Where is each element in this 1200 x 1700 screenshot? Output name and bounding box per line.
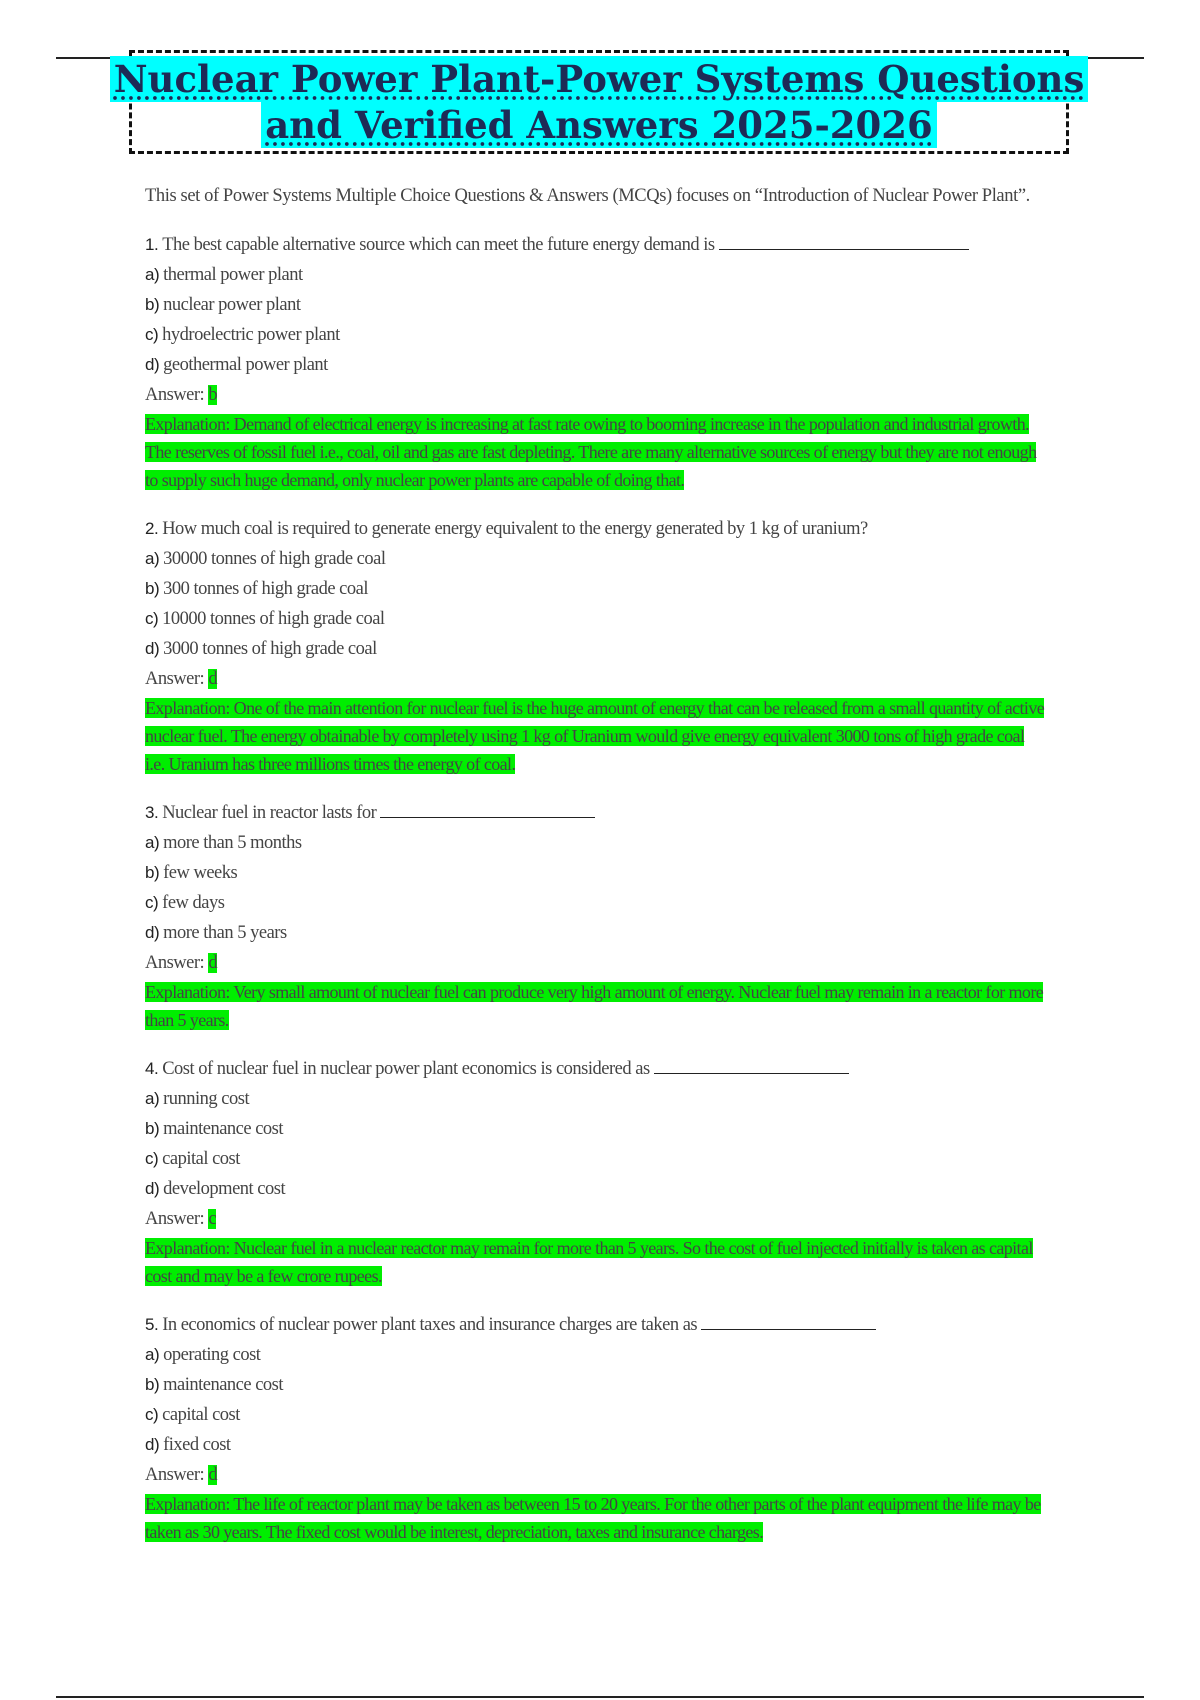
option-text: geothermal power plant <box>163 355 328 375</box>
explanation <box>145 978 1045 1034</box>
option-text: nuclear power plant <box>163 295 301 315</box>
option-letter: a) <box>145 549 160 568</box>
question-block <box>145 1054 1045 1290</box>
answer-line <box>145 948 1045 978</box>
option-text: 30000 tonnes of high grade coal <box>163 549 386 569</box>
option-item <box>145 634 1045 664</box>
answer-blank <box>701 1311 876 1330</box>
option-item <box>145 320 1045 350</box>
explanation-text: Explanation: Demand of electrical energy is increasing at fast rate owing to booming increase in the population and industrial growth. The reserves of fossil fuel i.e., coal, oil and gas are fast depleting. There are many alternative sources of energy but they are not enough to supply such huge demand, only nuclear power plants are capable of doing that. <box>145 414 1037 490</box>
answer-blank <box>380 799 595 818</box>
question-number: 1. <box>145 235 159 254</box>
answer-value: b <box>208 385 218 405</box>
option-text: more than 5 months <box>163 833 302 853</box>
option-letter: b) <box>145 863 160 882</box>
question-number: 3. <box>145 803 159 822</box>
option-letter: c) <box>145 893 159 912</box>
option-letter: a) <box>145 265 160 284</box>
question-text <box>145 514 1045 544</box>
option-letter: d) <box>145 639 160 658</box>
option-letter: d) <box>145 923 160 942</box>
question-text <box>145 798 1045 828</box>
question-text <box>145 230 1045 260</box>
option-text: capital cost <box>162 1149 240 1169</box>
question-block <box>145 798 1045 1034</box>
option-text: capital cost <box>162 1405 240 1425</box>
option-item <box>145 858 1045 888</box>
question-stem: Nuclear fuel in reactor lasts for <box>162 803 377 823</box>
option-text: fixed cost <box>163 1435 231 1455</box>
option-item <box>145 544 1045 574</box>
question-stem: Cost of nuclear fuel in nuclear power plant economics is considered as <box>162 1059 650 1079</box>
explanation-text: Explanation: Very small amount of nuclear fuel can produce very high amount of energy. Nuclear fuel may remain in a reactor for more than 5 years. <box>145 982 1044 1030</box>
option-item <box>145 918 1045 948</box>
option-letter: d) <box>145 355 160 374</box>
option-letter: c) <box>145 609 159 628</box>
option-item <box>145 1340 1045 1370</box>
option-text: 3000 tonnes of high grade coal <box>163 639 377 659</box>
answer-label: Answer: <box>145 669 205 689</box>
question-stem: The best capable alternative source which can meet the future energy demand is <box>162 235 715 255</box>
option-letter: b) <box>145 1375 160 1394</box>
question-block <box>145 230 1045 494</box>
answer-label: Answer: <box>145 385 205 405</box>
option-letter: c) <box>145 325 159 344</box>
explanation-text: Explanation: One of the main attention for nuclear fuel is the huge amount of energy that can be released from a small quantity of active nuclear fuel. The energy obtainable by completely using 1 kg of Uranium would give energy equivalent 3000 tons of high grade coal i.e. Uranium has three millions times the energy of coal. <box>145 698 1045 774</box>
answer-value: d <box>208 1465 218 1485</box>
option-item <box>145 574 1045 604</box>
question-list <box>145 230 1045 1546</box>
explanation <box>145 1234 1045 1290</box>
option-letter: c) <box>145 1149 159 1168</box>
option-text: development cost <box>163 1179 286 1199</box>
option-item <box>145 1370 1045 1400</box>
question-number: 4. <box>145 1059 159 1078</box>
explanation-text: Explanation: Nuclear fuel in a nuclear reactor may remain for more than 5 years. So the cost of fuel injected initially is taken as capital cost and may be a few crore rupees. <box>145 1238 1033 1286</box>
option-item <box>145 1084 1045 1114</box>
title-line-2: and Verified Answers 2025-2026 <box>261 102 937 148</box>
option-item <box>145 1430 1045 1460</box>
option-letter: b) <box>145 295 160 314</box>
option-text: few days <box>162 893 225 913</box>
option-item <box>145 888 1045 918</box>
option-item <box>145 828 1045 858</box>
option-text: few weeks <box>163 863 238 883</box>
option-letter: a) <box>145 1345 160 1364</box>
question-number: 2. <box>145 519 159 538</box>
question-block <box>145 514 1045 778</box>
option-text: thermal power plant <box>163 265 303 285</box>
option-item <box>145 260 1045 290</box>
option-item <box>145 290 1045 320</box>
option-text: maintenance cost <box>163 1375 284 1395</box>
option-text: maintenance cost <box>163 1119 284 1139</box>
answer-line <box>145 380 1045 410</box>
answer-value: d <box>208 669 218 689</box>
bottom-rule <box>56 1696 1144 1698</box>
answer-label: Answer: <box>145 1465 205 1485</box>
option-item <box>145 1174 1045 1204</box>
option-letter: c) <box>145 1405 159 1424</box>
option-item <box>145 604 1045 634</box>
option-text: 10000 tonnes of high grade coal <box>162 609 385 629</box>
answer-line <box>145 664 1045 694</box>
option-item <box>145 1400 1045 1430</box>
question-number: 5. <box>145 1315 159 1334</box>
option-text: operating cost <box>163 1345 261 1365</box>
answer-line <box>145 1460 1045 1490</box>
question-stem: In economics of nuclear power plant taxes and insurance charges are taken as <box>162 1315 698 1335</box>
option-letter: d) <box>145 1179 160 1198</box>
document-body <box>145 182 1045 1546</box>
explanation <box>145 1490 1045 1546</box>
option-letter: a) <box>145 833 160 852</box>
explanation <box>145 410 1045 494</box>
answer-value: c <box>208 1209 217 1229</box>
question-block <box>145 1310 1045 1546</box>
answer-label: Answer: <box>145 953 205 973</box>
answer-blank <box>654 1055 849 1074</box>
option-item <box>145 1144 1045 1174</box>
option-text: 300 tonnes of high grade coal <box>163 579 368 599</box>
option-text: hydroelectric power plant <box>162 325 340 345</box>
answer-label: Answer: <box>145 1209 205 1229</box>
explanation <box>145 694 1045 778</box>
option-text: running cost <box>163 1089 250 1109</box>
explanation-text: Explanation: The life of reactor plant may be taken as between 15 to 20 years. For the other parts of the plant equipment the life may be taken as 30 years. The fixed cost would be interest, depreciation, taxes and insurance charges. <box>145 1494 1041 1542</box>
option-item <box>145 1114 1045 1144</box>
intro-paragraph: This set of Power Systems Multiple Choice Questions & Answers (MCQs) focuses on “Introduction of Nuclear Power Plant”. <box>145 186 1030 206</box>
title-line-1: Nuclear Power Plant-Power Systems Questions <box>110 56 1089 102</box>
option-letter: a) <box>145 1089 160 1108</box>
answer-value: d <box>208 953 218 973</box>
option-letter: b) <box>145 1119 160 1138</box>
option-item <box>145 350 1045 380</box>
option-letter: d) <box>145 1435 160 1454</box>
option-letter: b) <box>145 579 160 598</box>
question-text <box>145 1054 1045 1084</box>
title-box <box>113 50 1085 154</box>
option-text: more than 5 years <box>163 923 287 943</box>
question-text <box>145 1310 1045 1340</box>
answer-line <box>145 1204 1045 1234</box>
answer-blank <box>719 231 969 250</box>
question-stem: How much coal is required to generate energy equivalent to the energy generated by 1 kg of uranium? <box>162 519 868 539</box>
